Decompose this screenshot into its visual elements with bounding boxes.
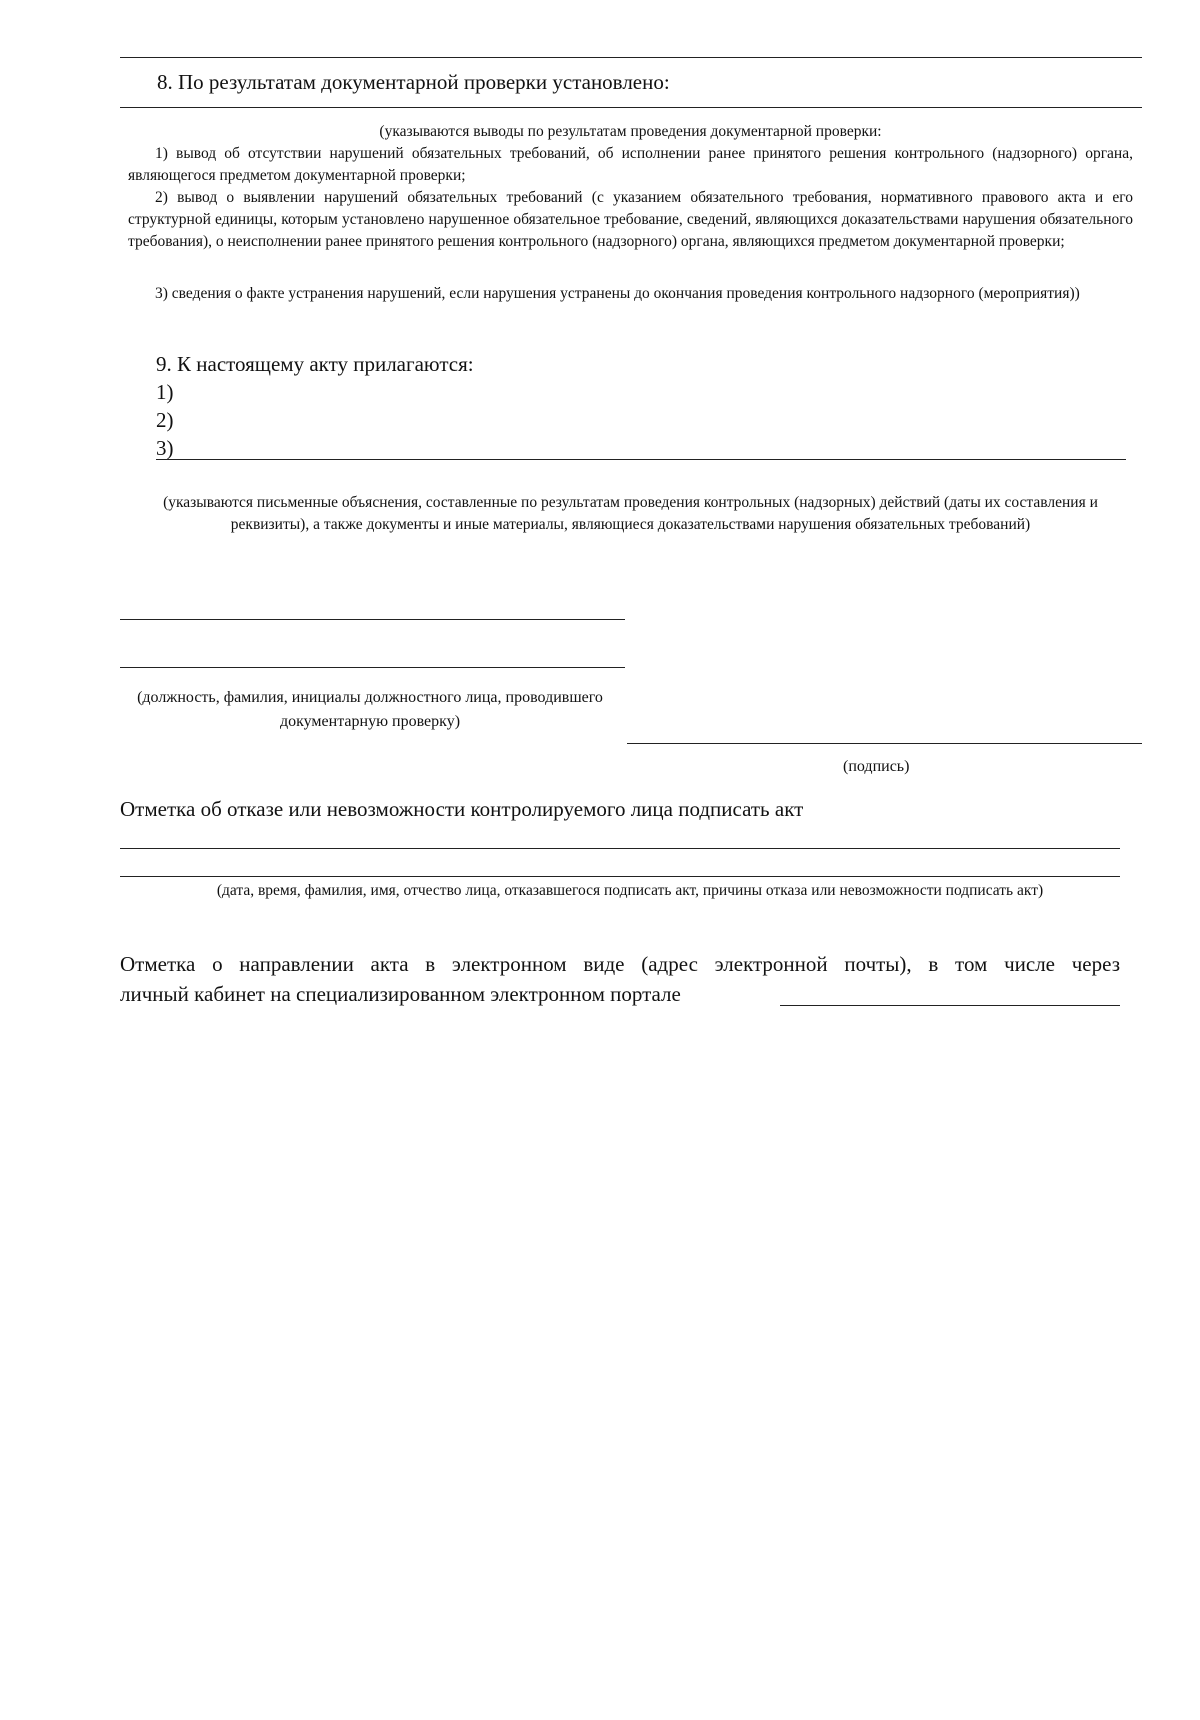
section8-hint-item3: 3) сведения о факте устранения нарушений, если нарушения устранены до окончания проведения контрольного надзорного (мероприятия)): [155, 285, 1080, 302]
section8-hint-item1: 1) вывод об отсутствии нарушений обязательных требований, об исполнении ранее принятого решения контрольного (надзорного) органа, являющегося предметом документарной проверки;: [128, 145, 1133, 184]
attachment-item-2: 2): [156, 408, 174, 432]
attachment-item-3: 3): [156, 436, 174, 460]
official-caption: (должность, фамилия, инициалы должностного лица, проводившего документарную проверку): [137, 689, 603, 730]
refusal-line-1[interactable]: [120, 848, 1120, 849]
attachment-line-3[interactable]: [156, 459, 1126, 460]
section9-hint: (указываются письменные объяснения, составленные по результатам проведения контрольных (надзорных) действий (даты их составления и реквизиты), а также документы и иные материалы, являющиеся доказательствами нарушения обязательных требований): [163, 494, 1098, 533]
refusal-caption: (дата, время, фамилия, имя, отчество лица, отказавшегося подписать акт, причины отказа или невозможности подписать акт): [216, 882, 1044, 899]
section8-hint-intro: (указываются выводы по результатам проведения документарной проверки:: [379, 123, 882, 140]
electronic-address-line[interactable]: [780, 1005, 1120, 1006]
signature-caption: (подпись): [843, 758, 910, 775]
section9-heading: 9. К настоящему акту прилагаются:: [156, 352, 474, 376]
electronic-line1: Отметка о направлении акта в электронном виде (адрес электронной почты), в том числе через: [120, 952, 1120, 976]
top-rule: [120, 57, 1142, 58]
electronic-line2: личный кабинет на специализированном электронном портале: [120, 982, 681, 1006]
refusal-line-2[interactable]: [120, 876, 1120, 877]
refusal-label: Отметка об отказе или невозможности контролируемого лица подписать акт: [120, 797, 804, 821]
section8-heading: 8. По результатам документарной проверки установлено:: [157, 70, 670, 94]
official-line-2[interactable]: [120, 667, 625, 668]
official-line-1[interactable]: [120, 619, 625, 620]
section8-hint-item2: 2) вывод о выявлении нарушений обязательных требований (с указанием обязательного требования, нормативного правового акта и его структурной единицы, которым установлено нарушенное обязательное требование, сведений, являющихся доказательствами нарушения обязательного требования), о неисполнении ранее принятого решения контрольного (надзорного) органа, являющихся предметом документарной проверки;: [128, 189, 1133, 250]
section8-answer-line[interactable]: [120, 107, 1142, 108]
attachment-item-1: 1): [156, 380, 174, 404]
signature-line[interactable]: [627, 743, 1142, 744]
